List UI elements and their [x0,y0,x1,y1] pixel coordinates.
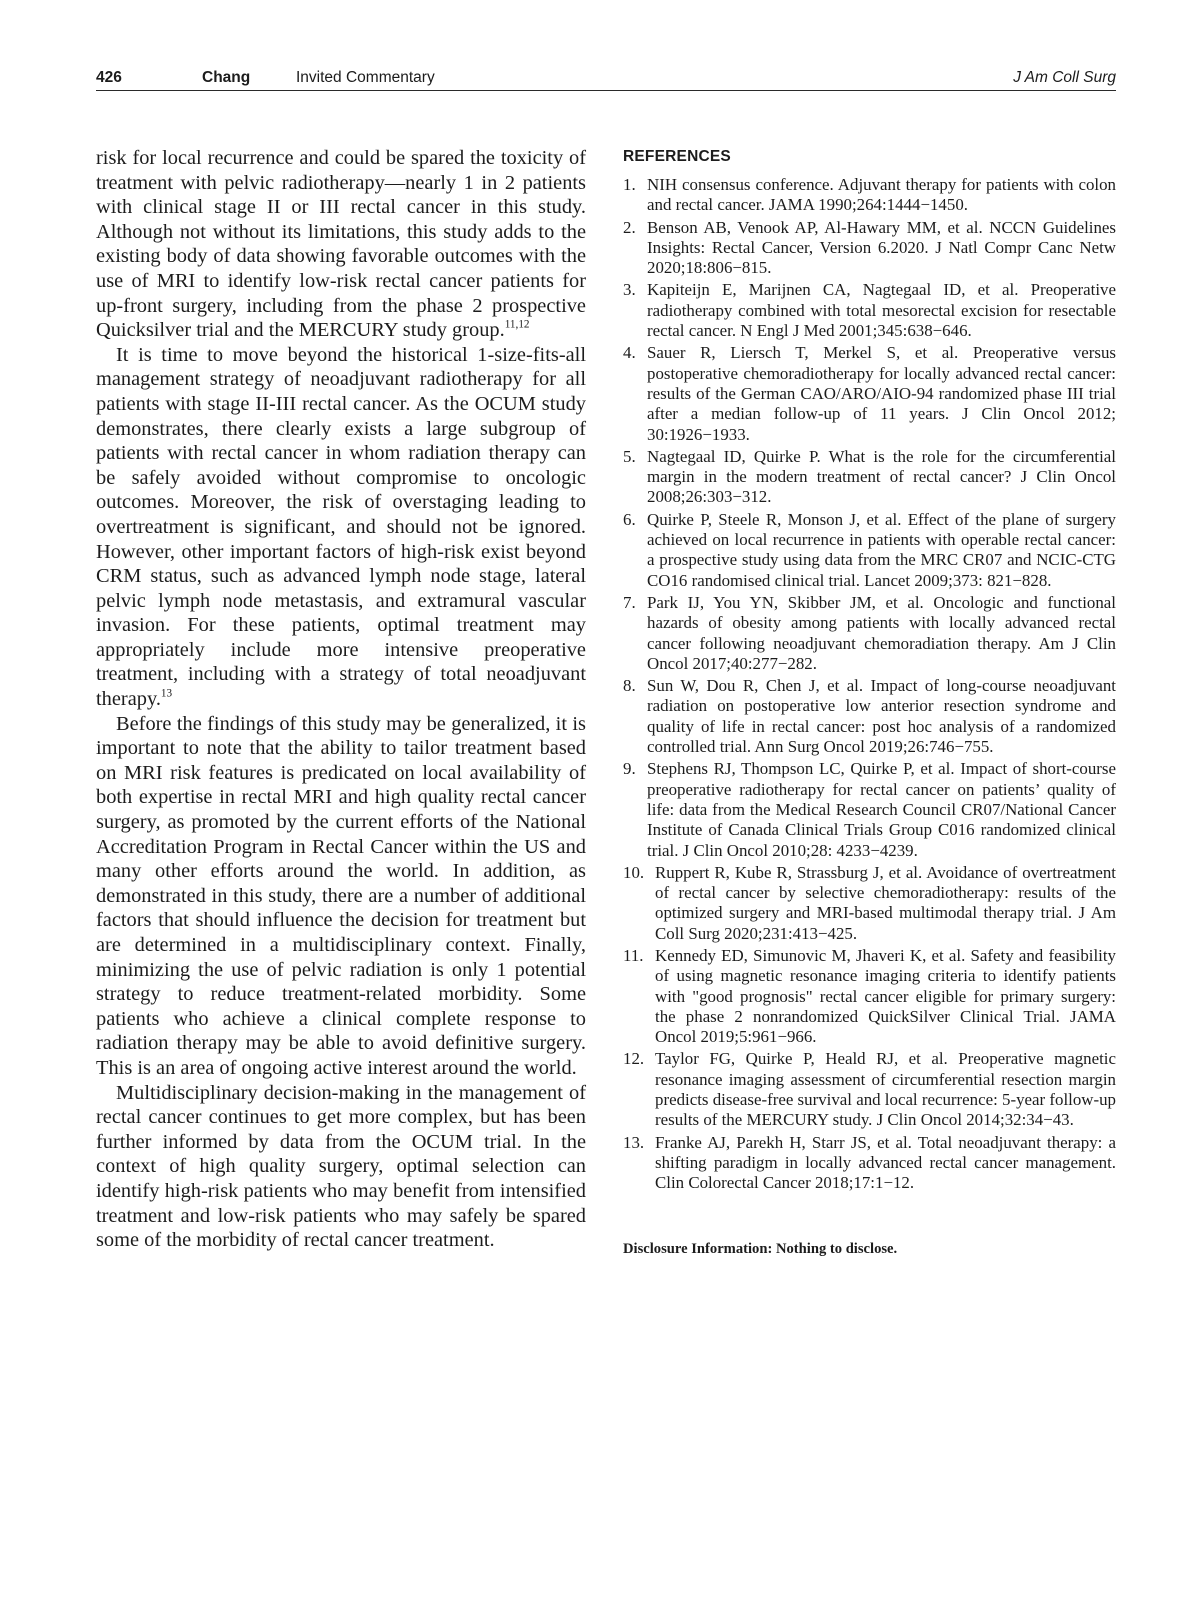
reference-number: 5. [623,446,636,466]
reference-text: Sun W, Dou R, Chen J, et al. Impact of long-course neoadjuvant radiation on postoperative low anterior resection syndrome and quality of life in rectal cancer: post hoc analysis of a randomized controlled trial. Ann Surg Oncol 2019;26:746−755. [647,676,1116,757]
reference-number: 4. [623,343,636,363]
reference-text: Nagtegaal ID, Quirke P. What is the role for the circumferential margin in the modern treatment of rectal cancer? J Clin Oncol 2008;26:303−312. [647,446,1116,507]
reference-text: Kennedy ED, Simunovic M, Jhaveri K, et al. Safety and feasibility of using magnetic resonance imaging criteria to identify patients with "good prognosis" rectal cancer eligible for primary surgery: the phase 2 nonrandomized QuickSilver Clinical Trial. JAMA Oncol 2019;5:961−966. [655,945,1116,1047]
reference-list [623,175,1116,1194]
reference-item [623,175,1116,216]
reference-text: Ruppert R, Kube R, Strassburg J, et al. Avoidance of overtreatment of rectal cancer by selective chemoradiotherapy: results of the optimized surgery and MRI-based multimodal therapy trial. J Am Coll Surg 2020;231:413−425. [655,862,1116,943]
running-header [96,66,1116,92]
reference-item [623,510,1116,591]
reference-number: 12. [623,1049,645,1069]
reference-item [623,343,1116,444]
running-author: Chang [202,69,251,86]
references-column [623,148,1116,1258]
body-paragraph: risk for local recurrence and could be spared the toxicity of treatment with pelvic radiotherapy—nearly 1 in 2 patients with clinical stage II or III rectal cancer in this study. Although not without its limitations, this study adds to the existing body of data showing favorable outcomes with the use of MRI to identify low-risk rectal cancer patients for up-front surgery, including from the phase 2 prospective Quicksilver trial and the MERCURY study group.$^{11,12}$ [96,147,586,342]
reference-text: Park IJ, You YN, Skibber JM, et al. Oncologic and functional hazards of obesity among patients with locally advanced rectal cancer following neoadjuvant chemoradiation therapy. Am J Clin Oncol 2017;40:277−282. [647,592,1116,673]
reference-number: 7. [623,592,636,612]
reference-number: 2. [623,217,636,237]
body-text-column [96,146,586,1253]
reference-number: 1. [623,175,636,194]
reference-text: Quirke P, Steele R, Monson J, et al. Effect of the plane of surgery achieved on local recurrence in patients with operable rectal cancer: a prospective study using data from the MRC CR07 and NCIC-CTG CO16 randomised clinical trial. Lancet 2009;373: 821−828. [647,509,1116,590]
section-label: Invited Commentary [296,69,435,86]
header-rule [96,90,1116,91]
reference-text: NIH consensus conference. Adjuvant therapy for patients with colon and rectal cancer. JAMA 1990;264:1444−1450. [647,175,1116,215]
reference-item [623,1133,1116,1194]
reference-item [623,676,1116,757]
reference-number: 9. [623,759,636,779]
reference-number: 13. [623,1132,645,1152]
reference-item [623,1049,1116,1130]
disclosure-statement: Disclosure Information: Nothing to disclose. [623,1240,898,1257]
reference-item [623,593,1116,674]
reference-item [623,946,1116,1047]
reference-number: 10. [623,862,645,882]
reference-text: Sauer R, Liersch T, Merkel S, et al. Preoperative versus postoperative chemoradiotherapy for locally advanced rectal cancer: results of the German CAO/ARO/AIO-94 randomized phase III trial after a median follow-up of 11 years. J Clin Oncol 2012; 30:1926−1933. [647,343,1116,444]
reference-item [623,759,1116,860]
journal-name: J Am Coll Surg [1013,69,1116,86]
reference-number: 3. [623,280,636,300]
body-paragraph: It is time to move beyond the historical 1-size-fits-all management strategy of neoadjuvant radiotherapy for all patients with stage II-III rectal cancer. As the OCUM study demonstrates, there clearly exists a large subgroup of patients with rectal cancer in whom radiation therapy can be safely avoided without compromise to oncologic outcomes. Moreover, the risk of overstaging leading to overtreatment is significant, and should not be ignored. However, other important factors of high-risk exist beyond CRM status, such as advanced lymph node stage, lateral pelvic lymph node metastasis, and extramural vascular invasion. For these patients, optimal treatment may appropriately include more intensive preoperative treatment, including with a strategy of total neoadjuvant therapy.$^{13}$ [96,343,586,711]
reference-text: Taylor FG, Quirke P, Heald RJ, et al. Preoperative magnetic resonance imaging assessment of circumferential resection margin predicts disease-free survival and local recurrence: 5-year follow-up results of the MERCURY study. J Clin Oncol 2014;32:34−43. [655,1049,1116,1130]
reference-number: 6. [623,509,636,529]
reference-text: Benson AB, Venook AP, Al-Hawary MM, et al. NCCN Guidelines Insights: Rectal Cancer, Version 6.2020. J Natl Compr Canc Netw 2020;18:806−815. [647,217,1116,278]
body-paragraph: Before the findings of this study may be generalized, it is important to note that the ability to tailor treatment based on MRI risk features is predicated on local availability of both expertise in rectal MRI and high quality rectal cancer surgery, as promoted by the current efforts of the National Accreditation Program in Rectal Cancer within the US and many other efforts around the world. In addition, as demonstrated in this study, there are a number of additional factors that should influence the decision for treatment but are determined in a multidisciplinary context. Finally, minimizing the use of pelvic radiation is only 1 potential strategy to reduce treatment-related morbidity. Some patients who achieve a clinical complete response to radiation therapy may be able to avoid definitive surgery. This is an area of ongoing active interest around the world. [96,712,586,1079]
body-paragraph: Multidisciplinary decision-making in the management of rectal cancer continues to get more complex, but has been further informed by data from the OCUM trial. In the context of high quality surgery, optimal selection can identify high-risk patients who may benefit from intensified treatment and low-risk patients who may safely be spared some of the morbidity of rectal cancer treatment. [96,1081,586,1252]
page-number: 426 [96,69,122,86]
references-heading: REFERENCES [623,148,731,165]
citation-superscript: 11,12 [504,318,530,331]
reference-item [623,218,1116,279]
reference-text: Stephens RJ, Thompson LC, Quirke P, et al. Impact of short-course preoperative radiotherapy for rectal cancer on patients’ quality of life: data from the Medical Research Council CR07/National Cancer Institute of Canada Clinical Trials Group C016 randomized clinical trial. J Clin Oncol 2010;28: 4233−4239. [647,759,1116,860]
reference-text: Franke AJ, Parekh H, Starr JS, et al. Total neoadjuvant therapy: a shifting paradigm in locally advanced rectal cancer management. Clin Colorectal Cancer 2018;17:1−12. [655,1132,1116,1193]
reference-item [623,447,1116,508]
reference-number: 8. [623,676,636,696]
reference-number: 11. [623,945,644,965]
citation-superscript: 13 [160,687,173,700]
reference-item [623,863,1116,944]
reference-item [623,280,1116,341]
reference-text: Kapiteijn E, Marijnen CA, Nagtegaal ID, et al. Preoperative radiotherapy combined with total mesorectal excision for resectable rectal cancer. N Engl J Med 2001;345:638−646. [647,280,1116,341]
